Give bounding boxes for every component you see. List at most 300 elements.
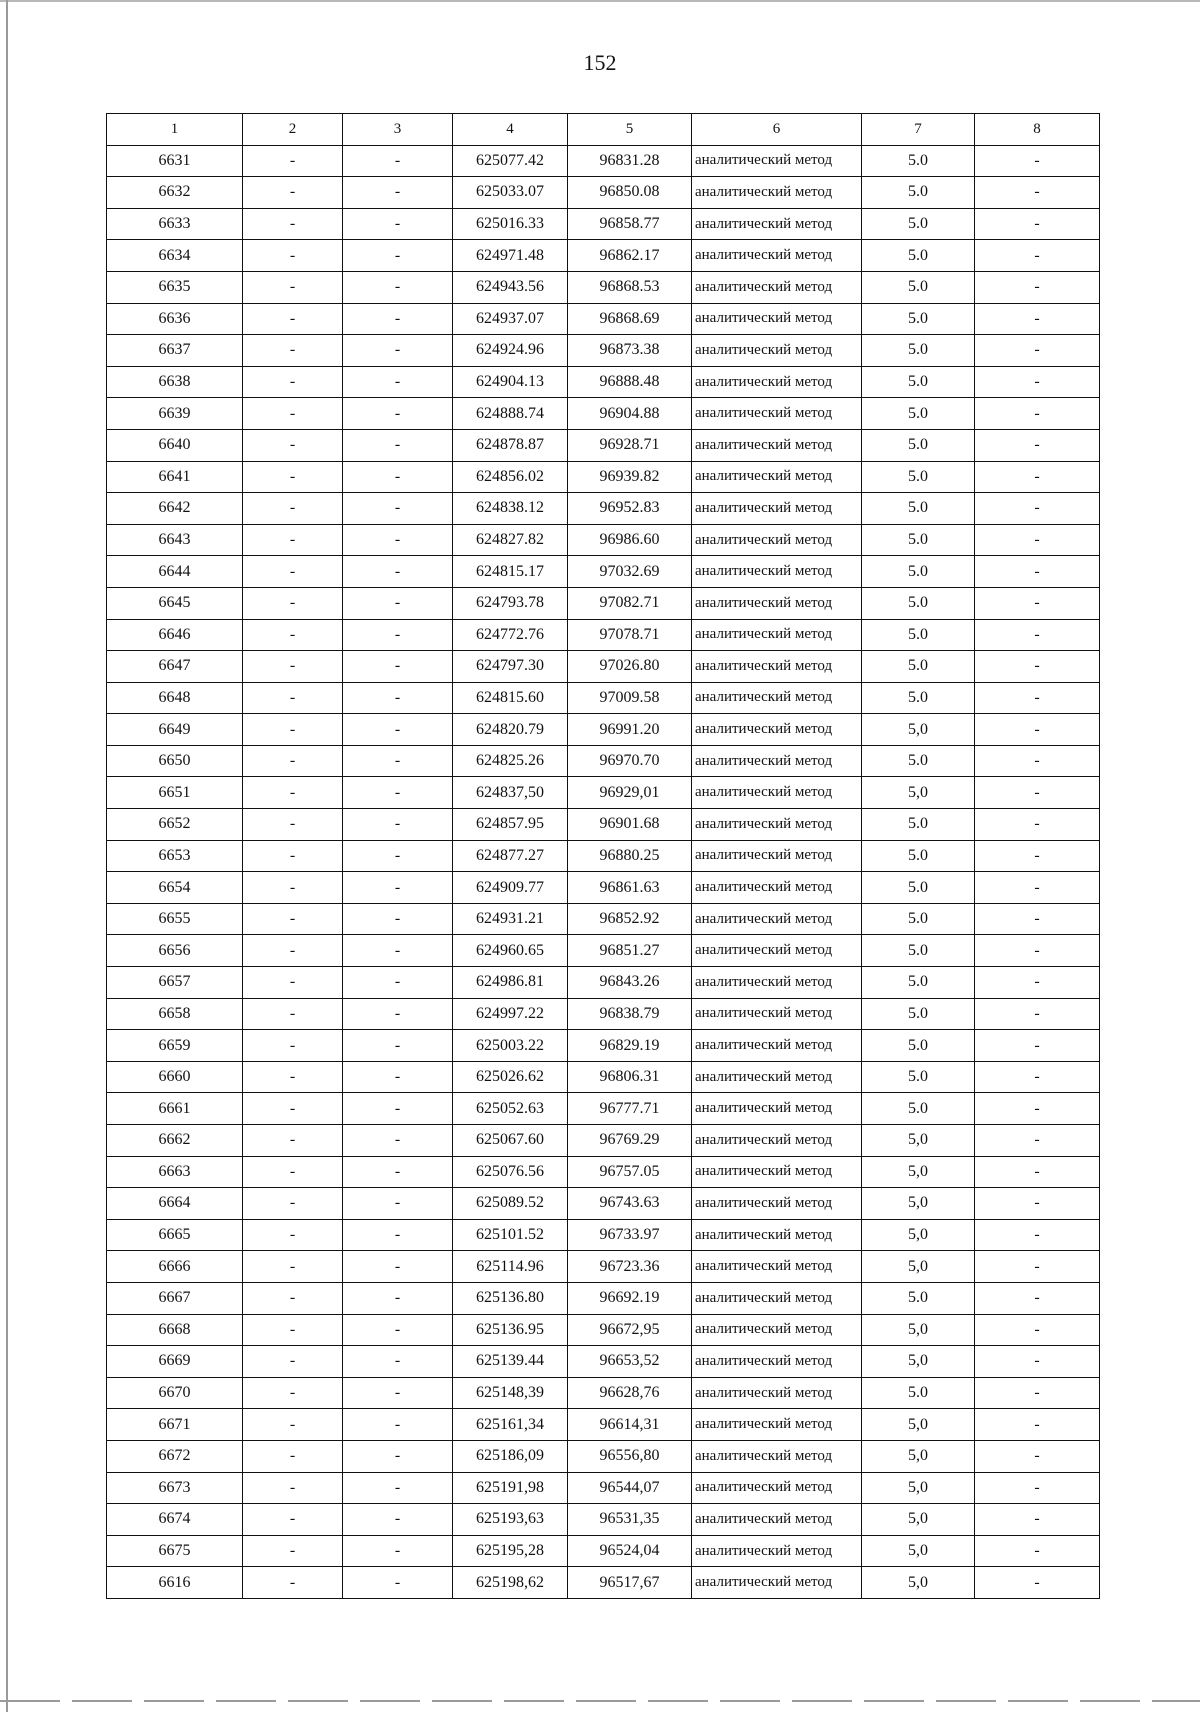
accuracy-cell: 5.0: [862, 1030, 975, 1062]
col3-cell: -: [343, 1188, 453, 1220]
method-cell: аналитический метод: [692, 1409, 862, 1441]
point-number-cell: 6635: [107, 271, 243, 303]
accuracy-cell: 5,0: [862, 777, 975, 809]
method-cell: аналитический метод: [692, 682, 862, 714]
accuracy-cell: 5,0: [862, 1219, 975, 1251]
table-row: [107, 1472, 1100, 1504]
table-row: [107, 745, 1100, 777]
col2-cell: -: [243, 1282, 343, 1314]
table-row: [107, 840, 1100, 872]
accuracy-cell: 5.0: [862, 1093, 975, 1125]
table-row: [107, 1156, 1100, 1188]
method-cell: аналитический метод: [692, 935, 862, 967]
method-cell: аналитический метод: [692, 271, 862, 303]
table-row: [107, 398, 1100, 430]
col2-cell: -: [243, 777, 343, 809]
col3-cell: -: [343, 1282, 453, 1314]
accuracy-cell: 5.0: [862, 461, 975, 493]
col2-cell: -: [243, 1314, 343, 1346]
y-coordinate-cell: 96757.05: [568, 1156, 692, 1188]
col3-cell: -: [343, 461, 453, 493]
method-cell: аналитический метод: [692, 1504, 862, 1536]
table-row: [107, 1219, 1100, 1251]
col2-cell: -: [243, 1219, 343, 1251]
col8-cell: -: [975, 240, 1100, 272]
col8-cell: -: [975, 1125, 1100, 1157]
table-row: [107, 1093, 1100, 1125]
table-row: [107, 998, 1100, 1030]
point-number-cell: 6656: [107, 935, 243, 967]
method-cell: аналитический метод: [692, 903, 862, 935]
col3-cell: -: [343, 1346, 453, 1378]
col3-cell: -: [343, 303, 453, 335]
y-coordinate-cell: 96628,76: [568, 1377, 692, 1409]
method-cell: аналитический метод: [692, 1567, 862, 1599]
col8-cell: -: [975, 998, 1100, 1030]
method-cell: аналитический метод: [692, 809, 862, 841]
column-header: 3: [343, 114, 453, 146]
accuracy-cell: 5,0: [862, 1314, 975, 1346]
col2-cell: -: [243, 714, 343, 746]
method-cell: аналитический метод: [692, 145, 862, 177]
accuracy-cell: 5,0: [862, 1440, 975, 1472]
col8-cell: -: [975, 208, 1100, 240]
accuracy-cell: 5.0: [862, 682, 975, 714]
y-coordinate-cell: 96556,80: [568, 1440, 692, 1472]
accuracy-cell: 5.0: [862, 967, 975, 999]
x-coordinate-cell: 624837,50: [453, 777, 568, 809]
x-coordinate-cell: 625026.62: [453, 1061, 568, 1093]
y-coordinate-cell: 96862.17: [568, 240, 692, 272]
method-cell: аналитический метод: [692, 208, 862, 240]
col3-cell: -: [343, 777, 453, 809]
table-row: [107, 1030, 1100, 1062]
accuracy-cell: 5.0: [862, 429, 975, 461]
col3-cell: -: [343, 998, 453, 1030]
col8-cell: -: [975, 809, 1100, 841]
y-coordinate-cell: 96614,31: [568, 1409, 692, 1441]
x-coordinate-cell: 624856.02: [453, 461, 568, 493]
col2-cell: -: [243, 745, 343, 777]
method-cell: аналитический метод: [692, 1219, 862, 1251]
y-coordinate-cell: 96723.36: [568, 1251, 692, 1283]
method-cell: аналитический метод: [692, 366, 862, 398]
accuracy-cell: 5.0: [862, 335, 975, 367]
y-coordinate-cell: 97082.71: [568, 587, 692, 619]
col2-cell: -: [243, 398, 343, 430]
y-coordinate-cell: 96852.92: [568, 903, 692, 935]
method-cell: аналитический метод: [692, 745, 862, 777]
table-row: [107, 1314, 1100, 1346]
method-cell: аналитический метод: [692, 1093, 862, 1125]
col2-cell: -: [243, 145, 343, 177]
accuracy-cell: 5.0: [862, 303, 975, 335]
col8-cell: -: [975, 1377, 1100, 1409]
col2-cell: -: [243, 366, 343, 398]
y-coordinate-cell: 96769.29: [568, 1125, 692, 1157]
table-row: [107, 1504, 1100, 1536]
x-coordinate-cell: 624838.12: [453, 493, 568, 525]
x-coordinate-cell: 625114.96: [453, 1251, 568, 1283]
method-cell: аналитический метод: [692, 714, 862, 746]
col8-cell: -: [975, 335, 1100, 367]
x-coordinate-cell: 624960.65: [453, 935, 568, 967]
accuracy-cell: 5.0: [862, 271, 975, 303]
accuracy-cell: 5,0: [862, 1188, 975, 1220]
col2-cell: -: [243, 303, 343, 335]
method-cell: аналитический метод: [692, 1282, 862, 1314]
col8-cell: -: [975, 1030, 1100, 1062]
col2-cell: -: [243, 619, 343, 651]
x-coordinate-cell: 625195,28: [453, 1535, 568, 1567]
point-number-cell: 6637: [107, 335, 243, 367]
y-coordinate-cell: 96517,67: [568, 1567, 692, 1599]
y-coordinate-cell: 96861.63: [568, 872, 692, 904]
col3-cell: -: [343, 619, 453, 651]
table-body: [107, 145, 1100, 1598]
col8-cell: -: [975, 493, 1100, 525]
col8-cell: -: [975, 1409, 1100, 1441]
col2-cell: -: [243, 556, 343, 588]
method-cell: аналитический метод: [692, 1188, 862, 1220]
accuracy-cell: 5.0: [862, 998, 975, 1030]
col3-cell: -: [343, 1504, 453, 1536]
method-cell: аналитический метод: [692, 461, 862, 493]
col3-cell: -: [343, 429, 453, 461]
col3-cell: -: [343, 335, 453, 367]
col8-cell: -: [975, 271, 1100, 303]
accuracy-cell: 5.0: [862, 1282, 975, 1314]
col2-cell: -: [243, 809, 343, 841]
y-coordinate-cell: 96888.48: [568, 366, 692, 398]
col8-cell: -: [975, 1188, 1100, 1220]
col2-cell: -: [243, 177, 343, 209]
table-row: [107, 1188, 1100, 1220]
x-coordinate-cell: 624820.79: [453, 714, 568, 746]
point-number-cell: 6666: [107, 1251, 243, 1283]
col3-cell: -: [343, 271, 453, 303]
col8-cell: -: [975, 1472, 1100, 1504]
y-coordinate-cell: 96829.19: [568, 1030, 692, 1062]
y-coordinate-cell: 96777.71: [568, 1093, 692, 1125]
x-coordinate-cell: 624924.96: [453, 335, 568, 367]
col3-cell: -: [343, 1156, 453, 1188]
point-number-cell: 6644: [107, 556, 243, 588]
y-coordinate-cell: 96868.53: [568, 271, 692, 303]
point-number-cell: 6649: [107, 714, 243, 746]
method-cell: аналитический метод: [692, 777, 862, 809]
column-header: 8: [975, 114, 1100, 146]
x-coordinate-cell: 624815.60: [453, 682, 568, 714]
x-coordinate-cell: 625136.80: [453, 1282, 568, 1314]
col3-cell: -: [343, 1409, 453, 1441]
col3-cell: -: [343, 208, 453, 240]
point-number-cell: 6648: [107, 682, 243, 714]
col3-cell: -: [343, 651, 453, 683]
accuracy-cell: 5.0: [862, 872, 975, 904]
col3-cell: -: [343, 1440, 453, 1472]
col8-cell: -: [975, 524, 1100, 556]
table-row: [107, 208, 1100, 240]
col8-cell: -: [975, 967, 1100, 999]
y-coordinate-cell: 96904.88: [568, 398, 692, 430]
method-cell: аналитический метод: [692, 1314, 862, 1346]
col2-cell: -: [243, 335, 343, 367]
x-coordinate-cell: 624827.82: [453, 524, 568, 556]
col3-cell: -: [343, 714, 453, 746]
col2-cell: -: [243, 1156, 343, 1188]
col2-cell: -: [243, 1030, 343, 1062]
table-row: [107, 1061, 1100, 1093]
point-number-cell: 6655: [107, 903, 243, 935]
accuracy-cell: 5,0: [862, 1125, 975, 1157]
table-row: [107, 935, 1100, 967]
accuracy-cell: 5.0: [862, 840, 975, 872]
method-cell: аналитический метод: [692, 872, 862, 904]
point-number-cell: 6616: [107, 1567, 243, 1599]
method-cell: аналитический метод: [692, 335, 862, 367]
x-coordinate-cell: 624793.78: [453, 587, 568, 619]
point-number-cell: 6661: [107, 1093, 243, 1125]
accuracy-cell: 5,0: [862, 1472, 975, 1504]
col8-cell: -: [975, 1282, 1100, 1314]
x-coordinate-cell: 624877.27: [453, 840, 568, 872]
y-coordinate-cell: 96991.20: [568, 714, 692, 746]
method-cell: аналитический метод: [692, 493, 862, 525]
point-number-cell: 6646: [107, 619, 243, 651]
col3-cell: -: [343, 366, 453, 398]
y-coordinate-cell: 96672,95: [568, 1314, 692, 1346]
table-row: [107, 1567, 1100, 1599]
y-coordinate-cell: 96524,04: [568, 1535, 692, 1567]
col3-cell: -: [343, 1472, 453, 1504]
col2-cell: -: [243, 208, 343, 240]
col3-cell: -: [343, 524, 453, 556]
col8-cell: -: [975, 1346, 1100, 1378]
x-coordinate-cell: 625139.44: [453, 1346, 568, 1378]
method-cell: аналитический метод: [692, 1061, 862, 1093]
point-number-cell: 6662: [107, 1125, 243, 1157]
x-coordinate-cell: 625033.07: [453, 177, 568, 209]
y-coordinate-cell: 96939.82: [568, 461, 692, 493]
table-row: [107, 1440, 1100, 1472]
accuracy-cell: 5.0: [862, 1377, 975, 1409]
col2-cell: -: [243, 461, 343, 493]
y-coordinate-cell: 96858.77: [568, 208, 692, 240]
col3-cell: -: [343, 1377, 453, 1409]
table-row: [107, 809, 1100, 841]
point-number-cell: 6638: [107, 366, 243, 398]
y-coordinate-cell: 96929,01: [568, 777, 692, 809]
col3-cell: -: [343, 145, 453, 177]
point-number-cell: 6658: [107, 998, 243, 1030]
y-coordinate-cell: 97009.58: [568, 682, 692, 714]
col2-cell: -: [243, 1125, 343, 1157]
point-number-cell: 6652: [107, 809, 243, 841]
table-row: [107, 177, 1100, 209]
col8-cell: -: [975, 587, 1100, 619]
point-number-cell: 6669: [107, 1346, 243, 1378]
col3-cell: -: [343, 809, 453, 841]
y-coordinate-cell: 96544,07: [568, 1472, 692, 1504]
x-coordinate-cell: 625148,39: [453, 1377, 568, 1409]
col8-cell: -: [975, 619, 1100, 651]
col8-cell: -: [975, 777, 1100, 809]
col3-cell: -: [343, 903, 453, 935]
method-cell: аналитический метод: [692, 524, 862, 556]
x-coordinate-cell: 624971.48: [453, 240, 568, 272]
x-coordinate-cell: 624931.21: [453, 903, 568, 935]
y-coordinate-cell: 96806.31: [568, 1061, 692, 1093]
table-row: [107, 1346, 1100, 1378]
table-row: [107, 461, 1100, 493]
x-coordinate-cell: 624997.22: [453, 998, 568, 1030]
col8-cell: -: [975, 651, 1100, 683]
accuracy-cell: 5,0: [862, 1504, 975, 1536]
x-coordinate-cell: 624825.26: [453, 745, 568, 777]
method-cell: аналитический метод: [692, 587, 862, 619]
col2-cell: -: [243, 1093, 343, 1125]
method-cell: аналитический метод: [692, 1472, 862, 1504]
accuracy-cell: 5,0: [862, 1567, 975, 1599]
col8-cell: -: [975, 1093, 1100, 1125]
y-coordinate-cell: 96970.70: [568, 745, 692, 777]
col8-cell: -: [975, 840, 1100, 872]
x-coordinate-cell: 625198,62: [453, 1567, 568, 1599]
method-cell: аналитический метод: [692, 177, 862, 209]
point-number-cell: 6663: [107, 1156, 243, 1188]
point-number-cell: 6653: [107, 840, 243, 872]
method-cell: аналитический метод: [692, 651, 862, 683]
col3-cell: -: [343, 398, 453, 430]
accuracy-cell: 5.0: [862, 208, 975, 240]
point-number-cell: 6657: [107, 967, 243, 999]
x-coordinate-cell: 625003.22: [453, 1030, 568, 1062]
col3-cell: -: [343, 1093, 453, 1125]
y-coordinate-cell: 96838.79: [568, 998, 692, 1030]
col8-cell: -: [975, 366, 1100, 398]
table-row: [107, 240, 1100, 272]
accuracy-cell: 5.0: [862, 745, 975, 777]
table-row: [107, 145, 1100, 177]
point-number-cell: 6664: [107, 1188, 243, 1220]
col8-cell: -: [975, 1219, 1100, 1251]
point-number-cell: 6643: [107, 524, 243, 556]
col2-cell: -: [243, 651, 343, 683]
col2-cell: -: [243, 1251, 343, 1283]
x-coordinate-cell: 625077.42: [453, 145, 568, 177]
col8-cell: -: [975, 935, 1100, 967]
point-number-cell: 6632: [107, 177, 243, 209]
method-cell: аналитический метод: [692, 556, 862, 588]
table-row: [107, 714, 1100, 746]
point-number-cell: 6673: [107, 1472, 243, 1504]
table-row: [107, 1125, 1100, 1157]
accuracy-cell: 5,0: [862, 1535, 975, 1567]
col8-cell: -: [975, 429, 1100, 461]
col3-cell: -: [343, 745, 453, 777]
point-number-cell: 6674: [107, 1504, 243, 1536]
y-coordinate-cell: 97026.80: [568, 651, 692, 683]
y-coordinate-cell: 96692.19: [568, 1282, 692, 1314]
col8-cell: -: [975, 1156, 1100, 1188]
x-coordinate-cell: 624904.13: [453, 366, 568, 398]
accuracy-cell: 5,0: [862, 714, 975, 746]
table-row: [107, 366, 1100, 398]
accuracy-cell: 5.0: [862, 935, 975, 967]
col8-cell: -: [975, 145, 1100, 177]
col2-cell: -: [243, 1472, 343, 1504]
accuracy-cell: 5.0: [862, 240, 975, 272]
x-coordinate-cell: 625016.33: [453, 208, 568, 240]
col2-cell: -: [243, 1346, 343, 1378]
table-row: [107, 872, 1100, 904]
y-coordinate-cell: 96952.83: [568, 493, 692, 525]
page-number: 152: [583, 50, 617, 75]
col8-cell: -: [975, 903, 1100, 935]
point-number-cell: 6660: [107, 1061, 243, 1093]
accuracy-cell: 5.0: [862, 809, 975, 841]
y-coordinate-cell: 97032.69: [568, 556, 692, 588]
x-coordinate-cell: 624888.74: [453, 398, 568, 430]
point-number-cell: 6634: [107, 240, 243, 272]
col2-cell: -: [243, 1567, 343, 1599]
column-header: 5: [568, 114, 692, 146]
col3-cell: -: [343, 556, 453, 588]
x-coordinate-cell: 624878.87: [453, 429, 568, 461]
method-cell: аналитический метод: [692, 1251, 862, 1283]
scan-left-edge: [6, 0, 8, 1712]
col3-cell: -: [343, 1061, 453, 1093]
col3-cell: -: [343, 1125, 453, 1157]
point-number-cell: 6641: [107, 461, 243, 493]
y-coordinate-cell: 96880.25: [568, 840, 692, 872]
col8-cell: -: [975, 1504, 1100, 1536]
point-number-cell: 6675: [107, 1535, 243, 1567]
col2-cell: -: [243, 903, 343, 935]
accuracy-cell: 5.0: [862, 651, 975, 683]
point-number-cell: 6672: [107, 1440, 243, 1472]
col2-cell: -: [243, 872, 343, 904]
table-row: [107, 524, 1100, 556]
point-number-cell: 6631: [107, 145, 243, 177]
table-row: [107, 271, 1100, 303]
point-number-cell: 6665: [107, 1219, 243, 1251]
table-row: [107, 1409, 1100, 1441]
accuracy-cell: 5.0: [862, 145, 975, 177]
col2-cell: -: [243, 682, 343, 714]
method-cell: аналитический метод: [692, 1030, 862, 1062]
col3-cell: -: [343, 872, 453, 904]
column-header: 6: [692, 114, 862, 146]
col2-cell: -: [243, 1188, 343, 1220]
table-row: [107, 651, 1100, 683]
x-coordinate-cell: 625186,09: [453, 1440, 568, 1472]
col2-cell: -: [243, 240, 343, 272]
col2-cell: -: [243, 1504, 343, 1536]
col3-cell: -: [343, 587, 453, 619]
col8-cell: -: [975, 1061, 1100, 1093]
accuracy-cell: 5.0: [862, 1061, 975, 1093]
accuracy-cell: 5.0: [862, 398, 975, 430]
x-coordinate-cell: 624815.17: [453, 556, 568, 588]
y-coordinate-cell: 96928.71: [568, 429, 692, 461]
x-coordinate-cell: 624986.81: [453, 967, 568, 999]
point-number-cell: 6639: [107, 398, 243, 430]
x-coordinate-cell: 625193,63: [453, 1504, 568, 1536]
point-number-cell: 6667: [107, 1282, 243, 1314]
table-row: [107, 556, 1100, 588]
